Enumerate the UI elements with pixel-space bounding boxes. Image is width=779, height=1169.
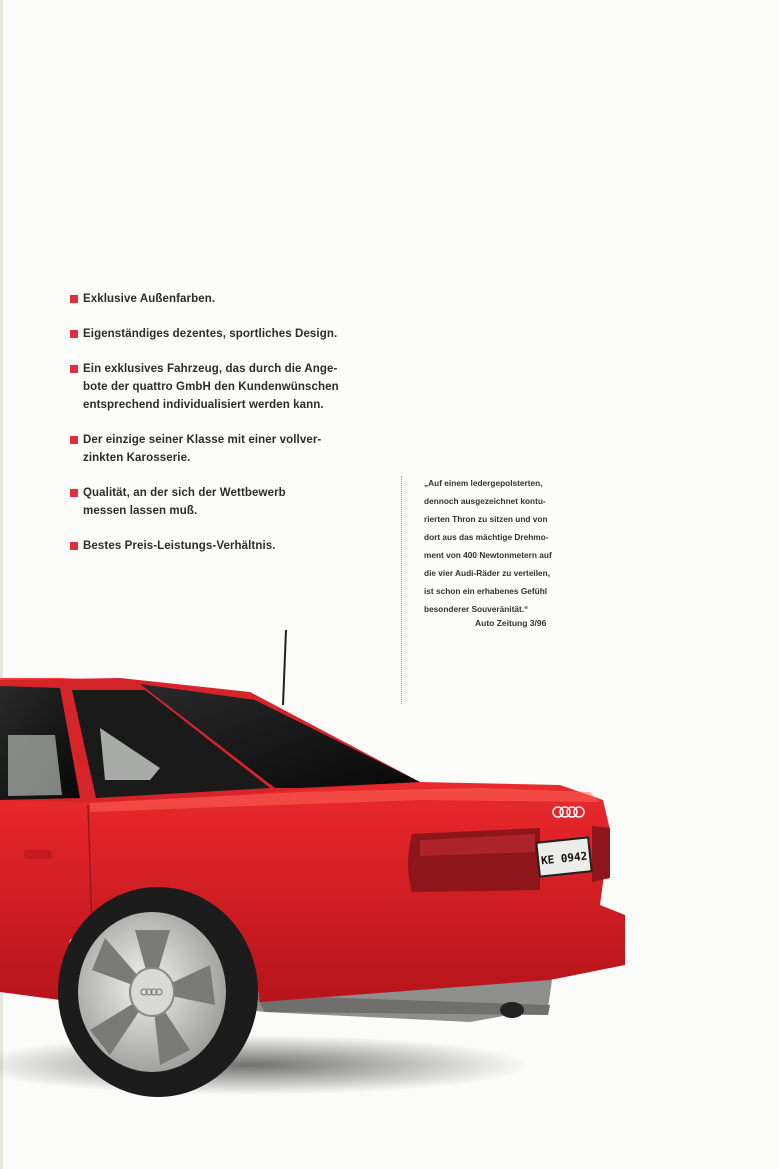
- red-audi-sedan-photo: [0, 620, 640, 1120]
- red-square-bullet-icon: [70, 365, 78, 373]
- license-plate: [536, 837, 591, 876]
- feature-item: Eigenständiges dezentes, sportliches Design.: [70, 325, 370, 343]
- antenna: [283, 630, 286, 705]
- red-square-bullet-icon: [70, 489, 78, 497]
- tail-light-right: [592, 826, 610, 882]
- feature-item: Der einzige seiner Klasse mit einer vollver- zinkten Karosserie.: [70, 431, 370, 467]
- feature-list: [70, 290, 370, 572]
- feature-item: Qualität, an der sich der Wettbewerb messen lassen muß.: [70, 484, 370, 520]
- feature-item: Ein exklusives Fahrzeug, das durch die Ange- bote der quattro GmbH den Kundenwünschen entsprechend individualisiert werden kann.: [70, 360, 370, 414]
- red-square-bullet-icon: [70, 436, 78, 444]
- red-square-bullet-icon: [70, 295, 78, 303]
- svg-text:KE 0942: KE 0942: [540, 849, 588, 868]
- press-quote: „Auf einem ledergepolsterten, dennoch ausgezeichnet kontu- rierten Thron zu sitzen und von dort aus das mächtige Drehmo- ment von 400 Newtonmetern auf die vier Audi-Räder zu verteilen, ist schon ein erhabenes Gefühl besonderer Souveränität.“: [424, 478, 552, 614]
- quote-source: Auto Zeitung 3/96: [475, 618, 547, 628]
- red-square-bullet-icon: [70, 542, 78, 550]
- rear-wheel: [58, 887, 258, 1097]
- feature-item: Bestes Preis-Leistungs-Verhältnis.: [70, 537, 370, 555]
- red-square-bullet-icon: [70, 330, 78, 338]
- exhaust-pipe: [500, 1002, 524, 1018]
- feature-item: Exklusive Außenfarben.: [70, 290, 370, 308]
- door-handle: [24, 850, 52, 859]
